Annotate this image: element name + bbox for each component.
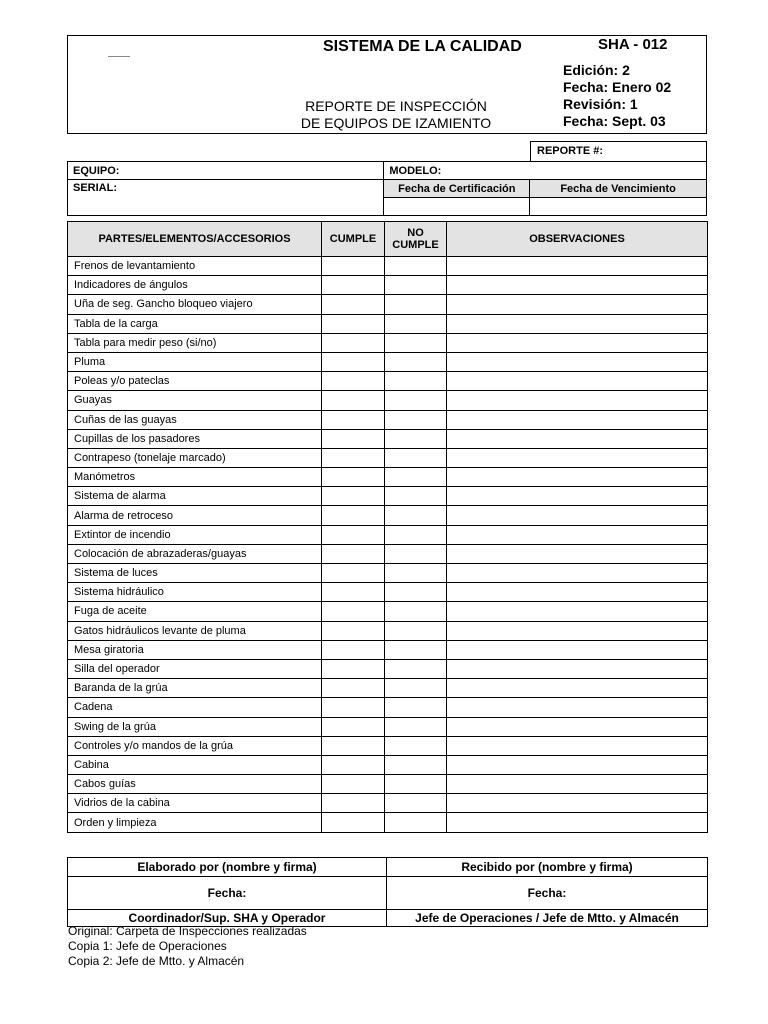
cumple-cell[interactable] [322,698,385,717]
cumple-cell[interactable] [322,775,385,794]
revision: Revisión: 1 [563,96,638,112]
serial-field[interactable] [68,180,384,216]
note-copy-1: Copia 1: Jefe de Operaciones [68,939,227,953]
no-cumple-cell[interactable] [385,544,447,563]
cumple-cell[interactable] [322,487,385,506]
observaciones-cell[interactable] [447,755,708,774]
observaciones-cell[interactable] [447,813,708,832]
observaciones-cell[interactable] [447,468,708,487]
document-meta [563,62,671,130]
checklist-row [68,621,708,640]
checklist-row [68,544,708,563]
checklist-row [68,736,708,755]
fecha-left-field[interactable] [68,877,387,910]
checklist-row [68,717,708,736]
cumple-cell[interactable] [322,506,385,525]
checklist-item-label: Baranda de la grúa [68,679,322,698]
checklist-item-label: Poleas y/o pateclas [68,372,322,391]
signature-table [67,857,708,927]
cert-date-header: Fecha de Certificación [384,180,530,198]
checklist-row [68,794,708,813]
observaciones-cell[interactable] [447,794,708,813]
cumple-cell[interactable] [322,640,385,659]
checklist-row [68,276,708,295]
cumple-cell[interactable] [322,352,385,371]
cumple-cell[interactable] [322,583,385,602]
edition: Edición: 2 [563,62,630,78]
no-cumple-cell[interactable] [385,372,447,391]
observaciones-cell[interactable] [447,717,708,736]
no-cumple-cell[interactable] [385,679,447,698]
checklist-row [68,775,708,794]
cumple-cell[interactable] [322,448,385,467]
observaciones-cell[interactable] [447,679,708,698]
observaciones-cell[interactable] [447,698,708,717]
checklist-item-label: Extintor de incendio [68,525,322,544]
cumple-cell[interactable] [322,372,385,391]
document-code: SHA - 012 [598,36,668,53]
no-cumple-cell[interactable] [385,755,447,774]
observaciones-cell[interactable] [447,583,708,602]
parts-header: PARTES/ELEMENTOS/ACCESORIOS [68,222,322,257]
cumple-cell[interactable] [322,333,385,352]
checklist-item-label: Mesa giratoria [68,640,322,659]
checklist-item-label: Tabla para medir peso (si/no) [68,333,322,352]
fecha-right-label: Fecha: [527,886,567,900]
checklist-item-label: Sistema de luces [68,564,322,583]
cumple-cell[interactable] [322,525,385,544]
no-cumple-cell[interactable] [385,564,447,583]
inspection-checklist [67,221,708,833]
checklist-row [68,257,708,276]
checklist-item-label: Frenos de levantamiento [68,257,322,276]
no-cumple-cell[interactable] [385,602,447,621]
cumple-cell[interactable] [322,429,385,448]
checklist-item-label: Gatos hidráulicos levante de pluma [68,621,322,640]
no-cumple-cell[interactable] [385,525,447,544]
no-cumple-header-line1: NO [407,227,424,239]
fecha-left-label: Fecha: [207,886,247,900]
no-cumple-cell[interactable] [385,717,447,736]
equipo-field[interactable] [68,162,384,180]
distribution-notes [68,924,307,969]
cumple-cell[interactable] [322,468,385,487]
observaciones-cell[interactable] [447,333,708,352]
cumple-cell[interactable] [322,755,385,774]
no-cumple-cell[interactable] [385,736,447,755]
cumple-cell[interactable] [322,602,385,621]
no-cumple-cell[interactable] [385,487,447,506]
checklist-row [68,583,708,602]
cumple-cell[interactable] [322,659,385,678]
elaborado-label: Elaborado por (nombre y firma) [68,858,387,877]
checklist-row [68,813,708,832]
observaciones-header: OBSERVACIONES [447,222,708,257]
cumple-cell[interactable] [322,794,385,813]
checklist-item-label: Fuga de aceite [68,602,322,621]
no-cumple-cell[interactable] [385,698,447,717]
observaciones-cell[interactable] [447,448,708,467]
checklist-row [68,755,708,774]
expiry-date-field[interactable] [530,198,707,216]
no-cumple-cell[interactable] [385,468,447,487]
observaciones-cell[interactable] [447,506,708,525]
checklist-item-label: Manómetros [68,468,322,487]
checklist-item-label: Cabos guías [68,775,322,794]
cumple-cell[interactable] [322,295,385,314]
cumple-cell[interactable] [322,717,385,736]
checklist-item-label: Uña de seg. Gancho bloqueo viajero [68,295,322,314]
checklist-row [68,602,708,621]
checklist-row [68,391,708,410]
checklist-row [68,487,708,506]
observaciones-cell[interactable] [447,352,708,371]
checklist-row [68,506,708,525]
observaciones-cell[interactable] [447,372,708,391]
checklist-item-label: Silla del operador [68,659,322,678]
no-cumple-cell[interactable] [385,775,447,794]
no-cumple-cell[interactable] [385,583,447,602]
observaciones-cell[interactable] [447,544,708,563]
report-number-field[interactable] [530,141,707,161]
checklist-item-label: Vidrios de la cabina [68,794,322,813]
no-cumple-cell[interactable] [385,448,447,467]
observaciones-cell[interactable] [447,602,708,621]
report-title-line2: DE EQUIPOS DE IZAMIENTO [300,115,492,131]
no-cumple-cell[interactable] [385,640,447,659]
observaciones-cell[interactable] [447,257,708,276]
modelo-label: MODELO: [389,164,442,177]
checklist-item-label: Swing de la grúa [68,717,322,736]
observaciones-cell[interactable] [447,736,708,755]
checklist-row [68,295,708,314]
checklist-item-label: Cabina [68,755,322,774]
no-cumple-cell[interactable] [385,506,447,525]
checklist-row [68,679,708,698]
checklist-item-label: Pluma [68,352,322,371]
checklist-row [68,314,708,333]
cumple-cell[interactable] [322,410,385,429]
checklist-row [68,525,708,544]
checklist-row [68,468,708,487]
checklist-row [68,372,708,391]
checklist-row [68,410,708,429]
cumple-cell[interactable] [322,564,385,583]
observaciones-cell[interactable] [447,564,708,583]
observaciones-cell[interactable] [447,525,708,544]
observaciones-cell[interactable] [447,775,708,794]
document-header [67,35,707,134]
observaciones-cell[interactable] [447,487,708,506]
checklist-body [68,257,708,833]
cumple-header: CUMPLE [322,222,385,257]
revision-date: Fecha: Sept. 03 [563,113,666,129]
report-title [256,98,536,132]
checklist-item-label: Tabla de la carga [68,314,322,333]
cumple-cell[interactable] [322,813,385,832]
report-number-label: REPORTE #: [537,145,604,157]
no-cumple-header-line2: CUMPLE [392,239,439,251]
checklist-row [68,448,708,467]
cert-date-field[interactable] [384,198,530,216]
cumple-cell[interactable] [322,544,385,563]
no-cumple-cell[interactable] [385,333,447,352]
no-cumple-cell[interactable] [385,410,447,429]
observaciones-cell[interactable] [447,276,708,295]
checklist-item-label: Indicadores de ángulos [68,276,322,295]
checklist-row [68,698,708,717]
note-copy-2: Copia 2: Jefe de Mtto. y Almacén [68,954,245,968]
serial-label: SERIAL: [73,182,117,194]
cumple-cell[interactable] [322,257,385,276]
no-cumple-cell[interactable] [385,391,447,410]
no-cumple-cell[interactable] [385,429,447,448]
cumple-cell[interactable] [322,679,385,698]
checklist-item-label: Sistema hidráulico [68,583,322,602]
equipment-table [67,161,707,216]
equipo-label: EQUIPO: [73,164,120,177]
observaciones-cell[interactable] [447,621,708,640]
edition-date: Fecha: Enero 02 [563,79,672,95]
checklist-item-label: Guayas [68,391,322,410]
modelo-field[interactable] [384,162,707,180]
checklist-row [68,333,708,352]
no-cumple-cell[interactable] [385,257,447,276]
no-cumple-header [385,222,447,257]
observaciones-cell[interactable] [447,429,708,448]
report-title-line1: REPORTE DE INSPECCIÓN [305,98,487,114]
checklist-row [68,429,708,448]
cumple-cell[interactable] [322,621,385,640]
role-left: Coordinador/Sup. SHA y Operador [68,910,387,927]
checklist-row [68,564,708,583]
fecha-right-field[interactable] [387,877,708,910]
checklist-item-label: Cupillas de los pasadores [68,429,322,448]
no-cumple-cell[interactable] [385,295,447,314]
no-cumple-cell[interactable] [385,794,447,813]
observaciones-cell[interactable] [447,659,708,678]
observaciones-cell[interactable] [447,410,708,429]
checklist-item-label: Alarma de retroceso [68,506,322,525]
cumple-cell[interactable] [322,276,385,295]
observaciones-cell[interactable] [447,391,708,410]
no-cumple-cell[interactable] [385,621,447,640]
observaciones-cell[interactable] [447,640,708,659]
checklist-row [68,352,708,371]
no-cumple-cell[interactable] [385,659,447,678]
no-cumple-cell[interactable] [385,314,447,333]
checklist-item-label: Contrapeso (tonelaje marcado) [68,448,322,467]
header-divider [108,56,130,57]
role-right: Jefe de Operaciones / Jefe de Mtto. y Almacén [387,910,708,927]
no-cumple-cell[interactable] [385,813,447,832]
checklist-row [68,659,708,678]
no-cumple-cell[interactable] [385,352,447,371]
checklist-item-label: Orden y limpieza [68,813,322,832]
observaciones-cell[interactable] [447,295,708,314]
expiry-date-header: Fecha de Vencimiento [530,180,707,198]
checklist-item-label: Controles y/o mandos de la grúa [68,736,322,755]
observaciones-cell[interactable] [447,314,708,333]
cumple-cell[interactable] [322,314,385,333]
recibido-label: Recibido por (nombre y firma) [387,858,708,877]
system-title: SISTEMA DE LA CALIDAD [323,38,522,55]
checklist-item-label: Cadena [68,698,322,717]
checklist-row [68,640,708,659]
checklist-item-label: Cuñas de las guayas [68,410,322,429]
note-original: Original: Carpeta de Inspecciones realizadas [68,924,307,938]
no-cumple-cell[interactable] [385,276,447,295]
checklist-item-label: Colocación de abrazaderas/guayas [68,544,322,563]
checklist-item-label: Sistema de alarma [68,487,322,506]
cumple-cell[interactable] [322,391,385,410]
cumple-cell[interactable] [322,736,385,755]
